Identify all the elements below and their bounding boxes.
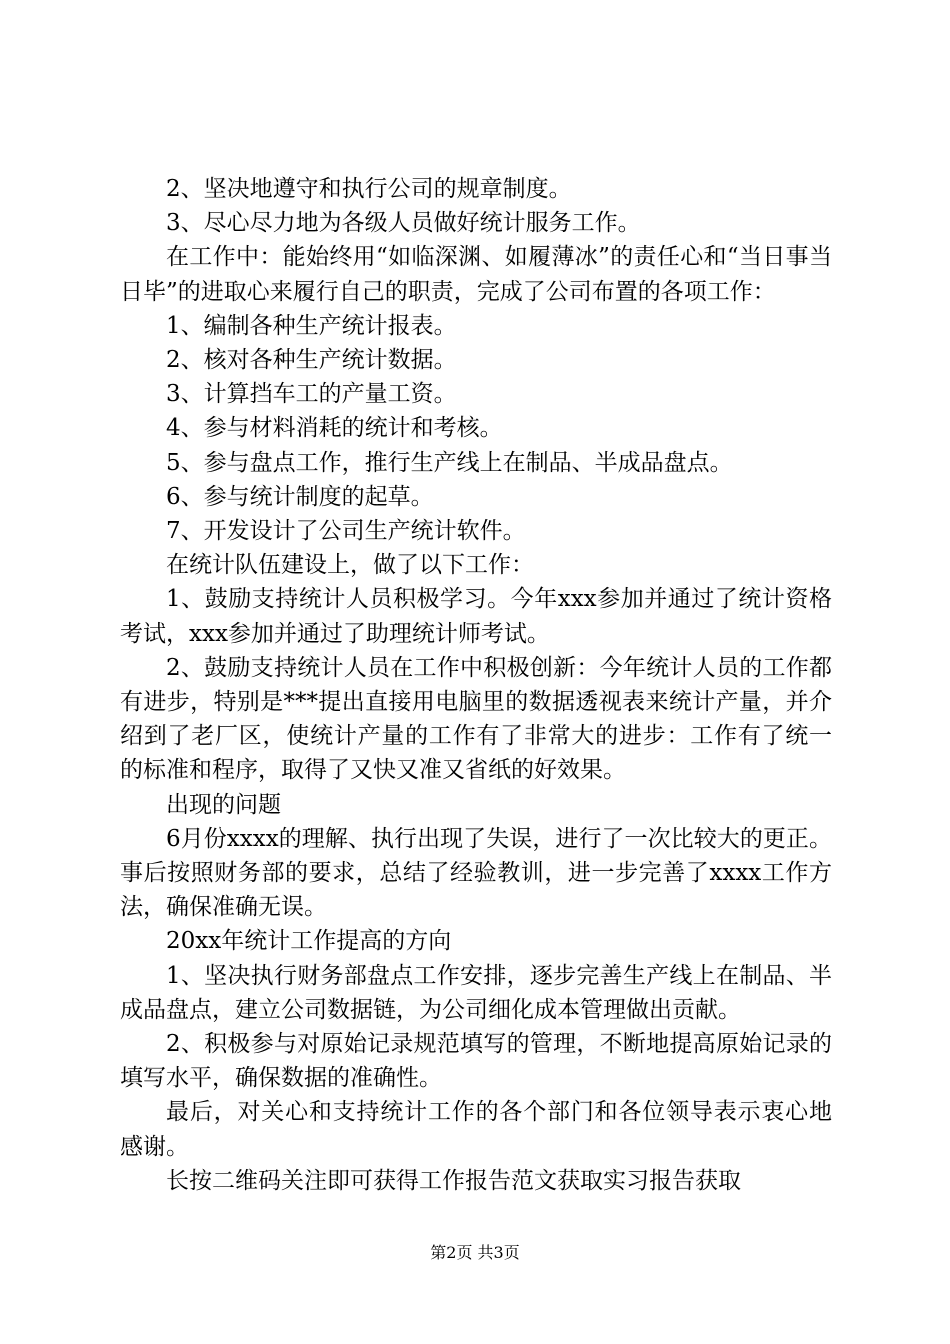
paragraph: 6月份xxxx的理解、执行出现了失误，进行了一次比较大的更正。事后按照财务部的要求，总结了经验教训，进一步完善了xxxx工作方法，确保准确无误。: [120, 825, 832, 921]
paragraph: 2、坚决地遵守和执行公司的规章制度。: [166, 176, 572, 202]
page-footer: 第2页 共3页: [430, 1243, 520, 1262]
paragraph: 1、坚决执行财务部盘点工作安排，逐步完善生产线上在制品、半成品盘点，建立公司数据链，为公司细化成本管理做出贡献。: [120, 962, 832, 1023]
paragraph: 长按二维码关注即可获得工作报告范文获取实习报告获取: [166, 1167, 741, 1194]
document-body: [120, 172, 832, 1198]
paragraph: 4、参与材料消耗的统计和考核。: [166, 415, 503, 442]
paragraph: 7、开发设计了公司生产统计软件。: [166, 518, 526, 545]
paragraph: 2、核对各种生产统计数据。: [166, 347, 457, 374]
paragraph: 最后，对关心和支持统计工作的各个部门和各位领导表示衷心地感谢。: [120, 1099, 832, 1160]
section-heading: 20xx年统计工作提高的方向: [166, 928, 452, 955]
paragraph: 3、尽心尽力地为各级人员做好统计服务工作。: [166, 210, 641, 237]
paragraph: 在工作中：能始终用“如临深渊、如履薄冰”的责任心和“当日事当日毕”的进取心来履行自己的职责，完成了公司布置的各项工作：: [120, 244, 832, 305]
paragraph: 在统计队伍建设上，做了以下工作：: [166, 552, 534, 579]
paragraph: 2、积极参与对原始记录规范填写的管理，不断地提高原始记录的填写水平，确保数据的准确性。: [120, 1031, 832, 1092]
paragraph: 1、编制各种生产统计报表。: [166, 312, 457, 339]
paragraph: 1、鼓励支持统计人员积极学习。今年xxx参加并通过了统计资格考试，xxx参加并通过了助理统计师考试。: [120, 586, 832, 647]
paragraph: 3、计算挡车工的产量工资。: [166, 381, 457, 408]
paragraph: 6、参与统计制度的起草。: [166, 483, 434, 510]
paragraph: 5、参与盘点工作，推行生产线上在制品、半成品盘点。: [166, 449, 733, 476]
paragraph: 2、鼓励支持统计人员在工作中积极创新：今年统计人员的工作都有进步，特别是***提出直接用电脑里的数据透视表来统计产量，并介绍到了老厂区，使统计产量的工作有了非常大的进步：工作有了统一的标准和程序，取得了又快又准又省纸的好效果。: [120, 654, 832, 784]
section-heading: 出现的问题: [166, 791, 281, 818]
